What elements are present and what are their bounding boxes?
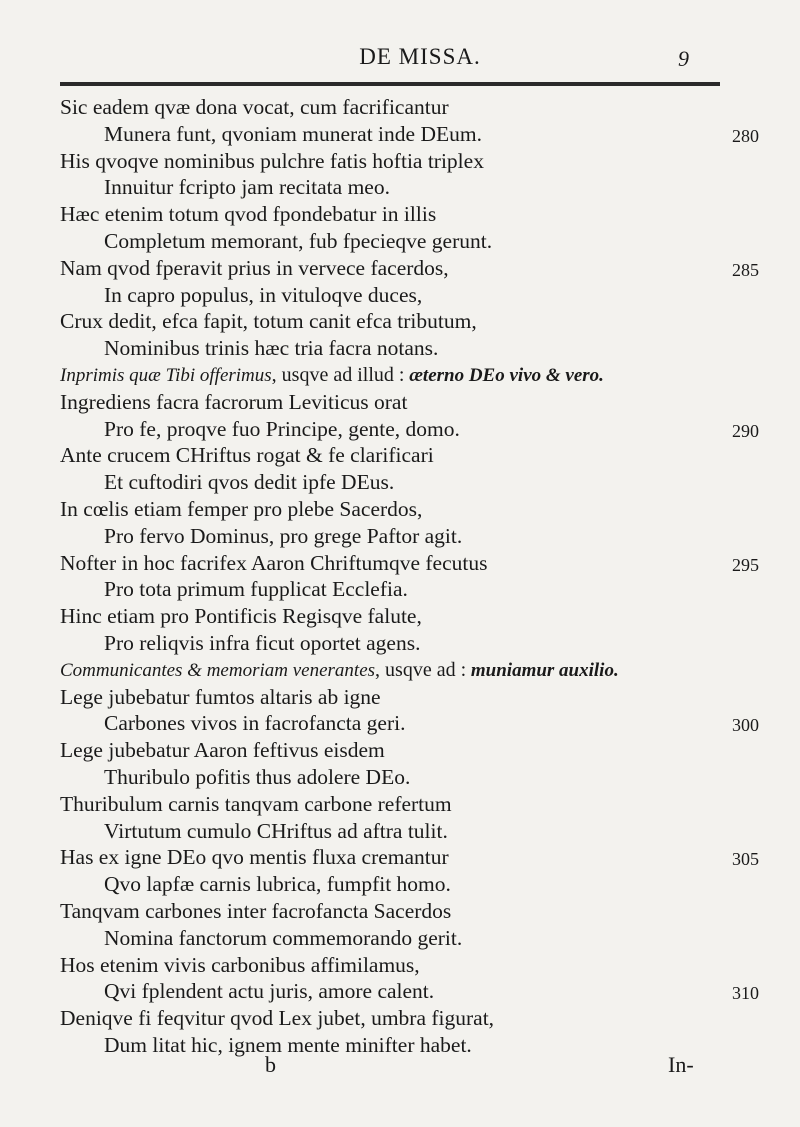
verse-text: Pro reliqvis infra ficut oportet agens.: [104, 630, 421, 655]
verse-line: [60, 389, 740, 416]
line-number: 310: [732, 983, 759, 1004]
verse-text: Virtutum cumulo CHriftus ad aftra tulit.: [104, 818, 448, 843]
line-number: 305: [732, 849, 759, 870]
verse-line: [60, 496, 740, 523]
rubric-incipit: Communicantes & memoriam venerantes: [60, 659, 376, 681]
verse-text: Pro fe, proqve fuo Principe, gente, domo.: [104, 416, 460, 441]
poem-body: [60, 94, 759, 1059]
verse-line: [60, 737, 740, 764]
verse-text: His qvoqve nominibus pulchre fatis hoftia triplex: [60, 148, 484, 173]
catchword: In-: [668, 1052, 694, 1077]
verse-line: [60, 710, 759, 737]
verse-line: [60, 174, 740, 201]
verse-text: Deniqve fi feqvitur qvod Lex jubet, umbra figurat,: [60, 1006, 495, 1031]
verse-line: [60, 791, 740, 818]
verse-text: Innuitur fcripto jam recitata meo.: [104, 175, 390, 200]
verse-line: [60, 121, 759, 148]
page-number: 9: [678, 46, 689, 71]
verse-text: Carbones vivos in facrofancta geri.: [104, 711, 406, 736]
verse-line: [60, 94, 740, 121]
verse-line: [60, 201, 740, 228]
verse-text: In cœlis etiam femper pro plebe Sacerdos,: [60, 496, 423, 521]
verse-line: [60, 925, 740, 952]
verse-text: Completum memorant, fub fpecieqve gerunt.: [104, 228, 493, 253]
signature-mark: b: [265, 1052, 276, 1077]
verse-text: Has ex igne DEo qvo mentis fluxa cremantur: [60, 845, 449, 870]
verse-line: [60, 228, 740, 255]
verse-line: [60, 818, 740, 845]
verse-line: [60, 1005, 740, 1032]
line-number: 285: [732, 259, 759, 280]
verse-text: Nofter in hoc facrifex Aaron Chriftumqve fecutus: [60, 550, 488, 575]
verse-line: [60, 630, 740, 657]
verse-text: Munera funt, qvoniam munerat inde DEum.: [104, 121, 482, 146]
verse-line: [60, 282, 740, 309]
verse-line: [60, 416, 759, 443]
verse-text: Dum litat hic, ignem mente minifter habet.: [104, 1032, 472, 1057]
rubric-connector: , usqve ad :: [375, 658, 467, 681]
verse-text: Pro tota primum fupplicat Ecclefia.: [104, 577, 408, 602]
verse-line: [60, 469, 740, 496]
rubric-incipit: Inprimis quæ Tibi offerimus: [60, 364, 272, 386]
verse-text: Pro fervo Dominus, pro grege Paftor agit.: [104, 523, 463, 548]
rubric-connector: , usqve ad illud :: [271, 363, 405, 386]
verse-line: [60, 603, 740, 630]
verse-line: [60, 978, 759, 1005]
verse-line: [60, 523, 740, 550]
rubric-line: [60, 657, 740, 684]
verse-text: Ante crucem CHriftus rogat & fe clarificari: [60, 443, 434, 468]
verse-text: Lege jubebatur fumtos altaris ab igne: [60, 684, 381, 709]
verse-line: [60, 255, 759, 282]
verse-text: Hinc etiam pro Pontificis Regisqve falute,: [60, 604, 422, 629]
verse-text: Lege jubebatur Aaron feftivus eisdem: [60, 738, 385, 763]
verse-line: [60, 576, 740, 603]
line-number: 290: [732, 420, 759, 441]
verse-line: [60, 952, 740, 979]
verse-line: [60, 764, 740, 791]
verse-line: [60, 844, 759, 871]
verse-line: [60, 1032, 740, 1059]
verse-line: [60, 898, 740, 925]
verse-text: Qvi fplendent actu juris, amore calent.: [104, 979, 435, 1004]
running-title: DE MISSA.: [359, 44, 481, 69]
verse-line: [60, 148, 740, 175]
verse-line: [60, 442, 740, 469]
verse-text: Tanqvam carbones inter facrofancta Sacerdos: [60, 898, 452, 923]
verse-text: Et cuftodiri qvos dedit ipfe DEus.: [104, 470, 395, 495]
rubric-line: [60, 362, 740, 389]
verse-text: Hæc etenim totum qvod fpondebatur in illis: [60, 202, 437, 227]
verse-line: [60, 550, 759, 577]
line-number: 300: [732, 715, 759, 736]
verse-text: Nomina fanctorum commemorando gerit.: [104, 925, 463, 950]
verse-text: Nominibus trinis hæc tria facra notans.: [104, 336, 439, 361]
rubric-explicit: æterno DEo vivo & vero.: [409, 364, 604, 386]
verse-text: Ingrediens facra facrorum Leviticus orat: [60, 389, 408, 414]
line-number: 295: [732, 554, 759, 575]
verse-text: Qvo lapfæ carnis lubrica, fumpfit homo.: [104, 872, 451, 897]
verse-text: Crux dedit, efca fapit, totum canit efca tributum,: [60, 309, 477, 334]
verse-line: [60, 871, 740, 898]
verse-text: Thuribulo pofitis thus adolere DEo.: [104, 764, 411, 789]
verse-text: Hos etenim vivis carbonibus affimilamus,: [60, 952, 420, 977]
verse-text: Thuribulum carnis tanqvam carbone refertum: [60, 791, 452, 816]
verse-text: In capro populus, in vituloqve duces,: [104, 282, 423, 307]
header-rule: [60, 82, 720, 86]
verse-line: [60, 308, 740, 335]
line-number: 280: [732, 125, 759, 146]
verse-text: Sic eadem qvæ dona vocat, cum facrificantur: [60, 95, 449, 119]
verse-line: [60, 335, 740, 362]
rubric-explicit: muniamur auxilio.: [470, 659, 619, 681]
verse-line: [60, 684, 740, 711]
verse-text: Nam qvod fperavit prius in vervece facerdos,: [60, 255, 449, 280]
